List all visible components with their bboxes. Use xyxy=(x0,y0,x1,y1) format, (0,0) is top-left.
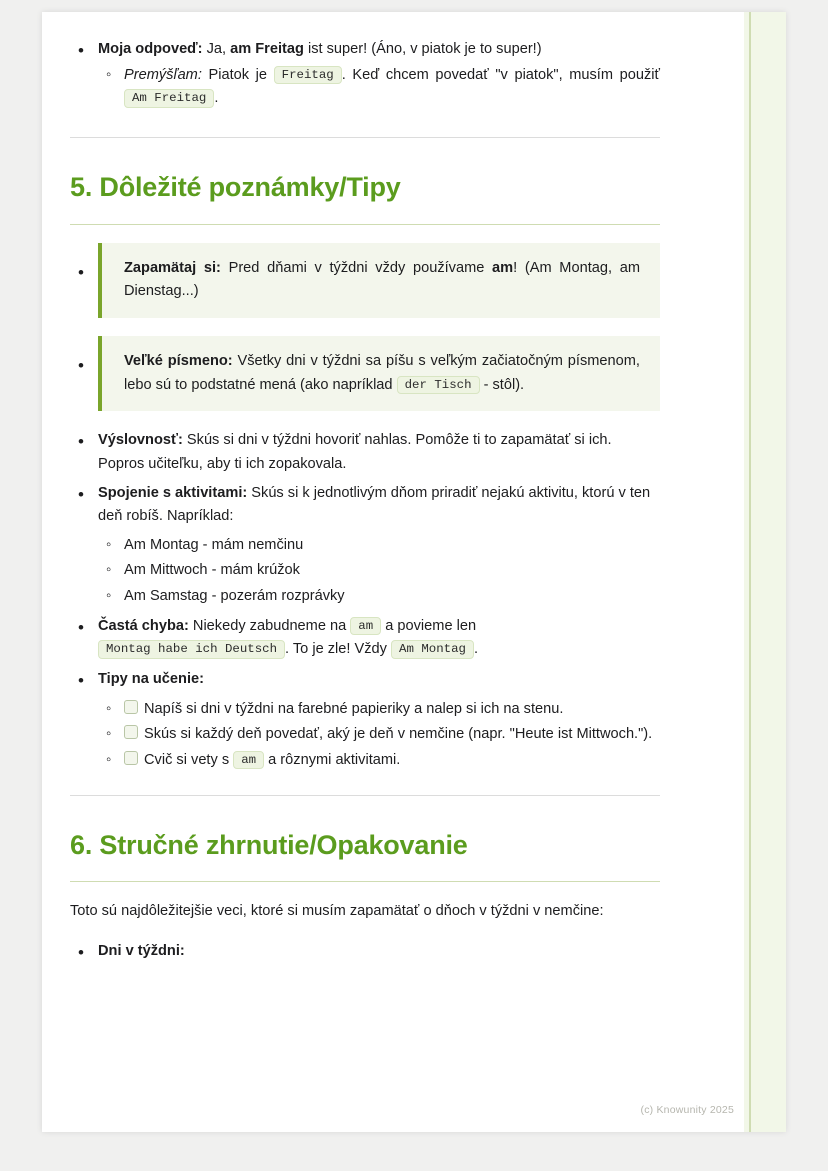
checkbox-icon[interactable] xyxy=(124,751,138,765)
list-item: ◦ Am Montag - mám nemčinu xyxy=(98,534,660,558)
code-chip-montag-habe-ich-deutsch: Montag habe ich Deutsch xyxy=(98,640,285,658)
list-item xyxy=(70,429,660,476)
document-page xyxy=(42,12,786,1132)
thinking-text-1: Piatok je xyxy=(201,66,274,83)
callout-capital xyxy=(98,336,660,411)
section-6-rule xyxy=(70,881,660,882)
tip-text: Napíš si dni v týždni na farebné papieriky a nalep si ich na stenu. xyxy=(144,700,564,717)
answer-bold: am Freitag xyxy=(230,41,304,57)
thinking-text-2: . Keď chcem povedať "v piatok", musím použiť xyxy=(341,66,660,83)
mistake-label: Častá chyba: xyxy=(98,617,189,634)
answer-list xyxy=(70,38,660,111)
document-content xyxy=(70,12,660,966)
list-item xyxy=(70,940,660,964)
list-item xyxy=(70,615,660,662)
code-chip-der-tisch: der Tisch xyxy=(397,376,480,394)
callout-remember-bold: am xyxy=(492,259,514,276)
list-item xyxy=(70,482,660,609)
tip-text: Cvič si vety s xyxy=(144,751,234,768)
callout-capital-row xyxy=(70,336,660,411)
section-6-intro: Toto sú najdôležitejšie veci, ktoré si musím zapamätať o dňoch v týždni v nemčine: xyxy=(70,903,604,920)
code-chip-am-montag: Am Montag xyxy=(391,640,474,658)
callout-capital-text2: - stôl). xyxy=(479,376,525,393)
list-item xyxy=(98,723,660,747)
checkbox-icon[interactable] xyxy=(124,725,138,739)
list-item xyxy=(70,38,660,111)
answer-post: ist super! (Áno, v piatok je to super!) xyxy=(303,41,542,57)
section-6-heading: 6. Stručné zhrnutie/Opakovanie xyxy=(70,829,468,860)
thinking-label: Premýšľam: xyxy=(124,66,202,83)
mistake-text-2: a povieme len xyxy=(381,617,477,634)
code-chip-am-freitag: Am Freitag xyxy=(124,89,214,107)
callout-remember xyxy=(98,243,660,318)
tip-text-post: a rôznymi aktivitami. xyxy=(264,751,401,768)
list-item: ◦ Am Mittwoch - mám krúžok xyxy=(98,559,660,583)
thinking-list xyxy=(98,64,660,111)
callout-remember-text2: ! (Am Montag, am Dienstag...) xyxy=(124,259,640,300)
mistake-text-1: Niekedy zabudneme na xyxy=(188,617,351,634)
thinking-text-3: . xyxy=(214,90,219,107)
tip-text: Skús si každý deň povedať, aký je deň v nemčine (napr. "Heute ist Mittwoch."). xyxy=(144,726,653,743)
callout-remember-text: Pred dňami v týždni vždy používame xyxy=(220,259,493,276)
list-item xyxy=(98,64,660,111)
activities-label: Spojenie s aktivitami: xyxy=(98,484,248,501)
learning-tips-label: Tipy na učenie: xyxy=(98,670,204,687)
checkbox-icon[interactable] xyxy=(124,700,138,714)
section-5-rule xyxy=(70,224,660,225)
tips-list xyxy=(70,429,660,772)
callout-remember-row xyxy=(70,243,660,318)
callout-capital-label: Veľké písmeno: xyxy=(124,352,233,369)
section-5-heading: 5. Dôležité poznámky/Tipy xyxy=(70,171,401,202)
list-item xyxy=(98,749,660,773)
page-footer: (c) Knowunity 2025 xyxy=(640,1104,734,1116)
answer-pre: Ja, xyxy=(202,41,231,57)
list-item xyxy=(98,698,660,722)
callout-remember-label: Zapamätaj si: xyxy=(124,259,221,276)
mistake-text-4: . xyxy=(473,641,479,658)
code-chip-am: am xyxy=(350,617,381,635)
summary-list xyxy=(70,940,660,964)
learning-tips-sublist xyxy=(98,698,660,773)
code-chip-am-2: am xyxy=(233,751,264,769)
page-right-rule xyxy=(749,12,751,1132)
pronunciation-label: Výslovnosť: xyxy=(98,432,183,449)
summary-item-label: Dni v týždni: xyxy=(98,942,185,959)
list-item: ◦ Am Samstag - pozerám rozprávky xyxy=(98,585,660,609)
section-divider xyxy=(70,137,660,138)
list-item xyxy=(70,668,660,773)
activities-text: Skús si k jednotlivým dňom priradiť nejakú aktivitu, ktorú v ten deň robíš. Napríklad: xyxy=(98,484,651,525)
activities-sublist xyxy=(98,534,660,609)
code-chip-freitag: Freitag xyxy=(274,66,342,84)
callout-capital-text: Všetky dni v týždni sa píšu s veľkým začiatočným písmenom, lebo sú to podstatné mená (ako napríklad xyxy=(124,352,640,393)
answer-label: Moja odpoveď: xyxy=(98,41,203,57)
pronunciation-text: Skús si dni v týždni hovoriť nahlas. Pomôže ti to zapamätať si ich. Popros učiteľku, aby ti ich zopakovala. xyxy=(98,432,612,472)
section-divider-2 xyxy=(70,795,660,796)
mistake-text-3: . To je zle! Vždy xyxy=(285,641,392,658)
